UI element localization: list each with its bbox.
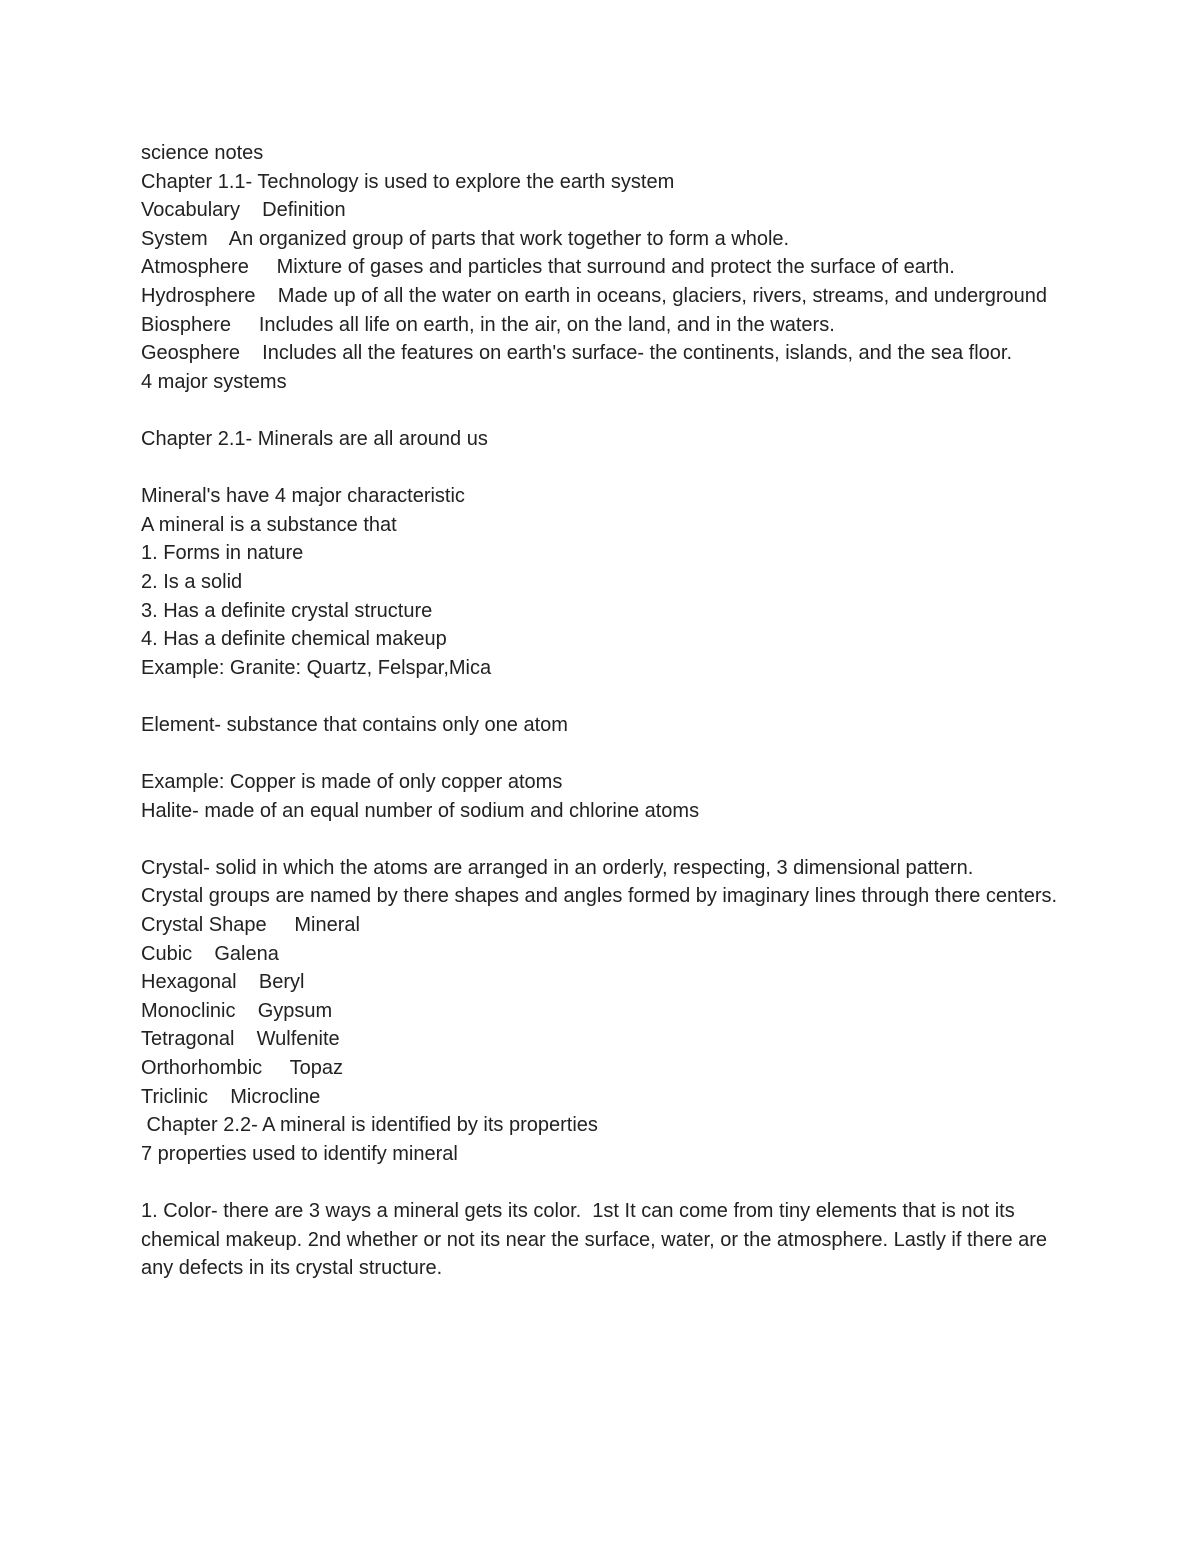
properties-intro: 7 properties used to identify mineral xyxy=(141,1142,458,1165)
characteristic-item: 4. Has a definite chemical makeup xyxy=(141,628,447,651)
crystal-groups: Crystal groups are named by there shapes and angles formed by imaginary lines through there centers. xyxy=(141,885,1058,908)
crystal-table-row: Monoclinic Gypsum xyxy=(141,999,333,1022)
chapter-1-1-heading: Chapter 1.1- Technology is used to explore the earth system xyxy=(141,170,675,193)
term-system: System An organized group of parts that work together to form a whole. xyxy=(141,227,790,250)
spacer xyxy=(141,454,1071,483)
example-granite: Example: Granite: Quartz, Felspar,Mica xyxy=(141,656,492,679)
chapter-2-1-heading: Chapter 2.1- Minerals are all around us xyxy=(141,427,488,450)
term-biosphere: Biosphere Includes all life on earth, in the air, on the land, and in the waters. xyxy=(141,313,835,336)
document-body xyxy=(141,139,1071,1283)
element-definition: Element- substance that contains only one atom xyxy=(141,713,568,736)
crystal-definition: Crystal- solid in which the atoms are arranged in an orderly, respecting, 3 dimensional pattern. xyxy=(141,856,974,879)
characteristic-item: 2. Is a solid xyxy=(141,570,243,593)
document-title: science notes xyxy=(141,142,264,164)
crystal-table-row: Orthorhombic Topaz xyxy=(141,1057,343,1079)
crystal-table-row: Tetragonal Wulfenite xyxy=(141,1028,340,1051)
spacer xyxy=(141,739,1071,768)
term-atmosphere: Atmosphere Mixture of gases and particles that surround and protect the surface of earth. xyxy=(141,256,955,279)
term-geosphere: Geosphere Includes all the features on earth's surface- the continents, islands, and the sea floor. xyxy=(141,342,1013,365)
vocabulary-header: Vocabulary Definition xyxy=(141,199,346,222)
halite-definition: Halite- made of an equal number of sodium and chlorine atoms xyxy=(141,799,700,822)
term-hydrosphere: Hydrosphere Made up of all the water on earth in oceans, glaciers, rivers, streams, and underground xyxy=(141,284,1048,307)
crystal-table-row: Cubic Galena xyxy=(141,942,279,965)
color-property: 1. Color- there are 3 ways a mineral gets its color. 1st It can come from tiny elements that is not its chemical makeup. 2nd whether or not its near the surface, water, or the atmosphere. Lastly if there are any defects in its crystal structure. xyxy=(141,1199,1053,1280)
systems-summary: 4 major systems xyxy=(141,370,287,393)
crystal-table-row: Triclinic Microcline xyxy=(141,1085,321,1108)
characteristic-item: 3. Has a definite crystal structure xyxy=(141,599,433,622)
characteristics-intro: Mineral's have 4 major characteristic xyxy=(141,485,465,508)
example-copper: Example: Copper is made of only copper atoms xyxy=(141,771,563,794)
spacer xyxy=(141,396,1071,425)
characteristic-item: 1. Forms in nature xyxy=(141,542,304,565)
chapter-2-2-heading: Chapter 2.2- A mineral is identified by its properties xyxy=(141,1114,598,1137)
spacer xyxy=(141,682,1071,711)
crystal-table-header: Crystal Shape Mineral xyxy=(141,914,360,937)
crystal-table-row: Hexagonal Beryl xyxy=(141,971,305,994)
definition-intro: A mineral is a substance that xyxy=(141,513,397,536)
spacer xyxy=(141,1168,1071,1197)
spacer xyxy=(141,825,1071,854)
